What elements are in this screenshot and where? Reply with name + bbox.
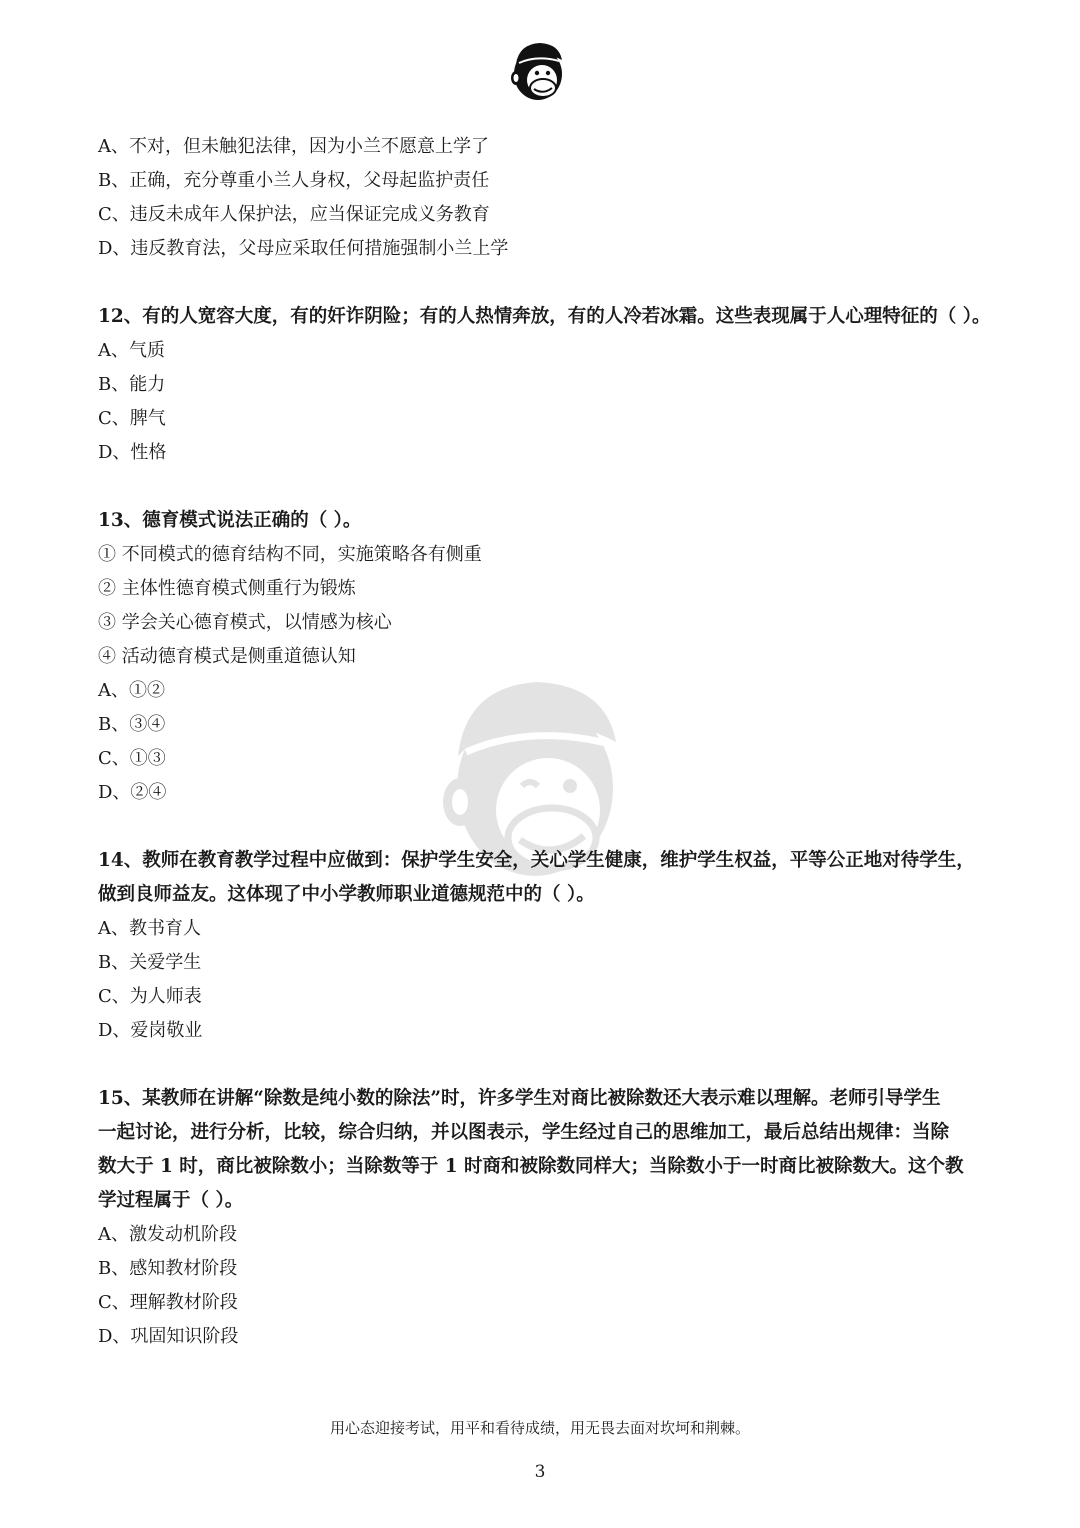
page-number: 3 [534, 1462, 546, 1482]
q15-option-c: C、理解教材阶段 [98, 1292, 238, 1313]
q15-stem-line-3: 数大于 1 时，商比被除数小；当除数等于 1 时商和被除数同样大；当除数小于一时商比被除数大。这个教 [98, 1156, 964, 1177]
q11-option-c: C、违反未成年人保护法，应当保证完成义务教育 [98, 204, 490, 225]
q14-option-c: C、为人师表 [98, 986, 202, 1007]
footer-motto: 用心态迎接考试，用平和看待成绩，用无畏去面对坎坷和荆棘。 [329, 1419, 750, 1437]
q12-option-c: C、脾气 [98, 408, 166, 429]
q15-stem-line-4: 学过程属于（ ）。 [98, 1190, 244, 1211]
q12-option-a: A、气质 [98, 340, 165, 361]
q15-option-b: B、感知教材阶段 [98, 1258, 238, 1279]
q13-stem: 13、德育模式说法正确的（ ）。 [98, 510, 362, 531]
q13-statement-2: ② 主体性德育模式侧重行为锻炼 [98, 578, 356, 599]
q13-option-d: D、②④ [98, 782, 167, 803]
q15-option-d: D、巩固知识阶段 [98, 1326, 239, 1347]
q13-statement-3: ③ 学会关心德育模式，以情感为核心 [98, 612, 392, 633]
q13-option-a: A、①② [98, 680, 165, 701]
q15-stem-line-1: 15、某教师在讲解“除数是纯小数的除法”时，许多学生对商比被除数还大表示难以理解。老师引导学生 [98, 1088, 941, 1109]
q13-option-c: C、①③ [98, 748, 166, 769]
q11-option-b: B、正确，充分尊重小兰人身权，父母起监护责任 [98, 170, 490, 191]
q13-statement-4: ④ 活动德育模式是侧重道德认知 [98, 646, 356, 667]
q11-option-d: D、违反教育法，父母应采取任何措施强制小兰上学 [98, 238, 509, 259]
q14-option-a: A、教书育人 [98, 918, 201, 939]
q12-option-d: D、性格 [98, 442, 167, 463]
q14-option-b: B、关爱学生 [98, 952, 202, 973]
q14-stem-line-1: 14、教师在教育教学过程中应做到：保护学生安全，关心学生健康，维护学生权益，平等公正地对待学生， [98, 850, 975, 871]
q13-statement-1: ① 不同模式的德育结构不同，实施策略各有侧重 [98, 544, 482, 565]
monkey-logo-icon [507, 38, 569, 104]
q12-stem: 12、有的人宽容大度，有的奸诈阴险；有的人热情奔放，有的人冷若冰霜。这些表现属于人心理特征的（ ）。 [98, 306, 991, 327]
q12-option-b: B、能力 [98, 374, 166, 395]
q14-option-d: D、爱岗敬业 [98, 1020, 203, 1041]
q14-stem-line-2: 做到良师益友。这体现了中小学教师职业道德规范中的（ ）。 [98, 884, 595, 905]
q13-option-b: B、③④ [98, 714, 166, 735]
q15-stem-line-2: 一起讨论，进行分析，比较，综合归纳，并以图表示，学生经过自己的思维加工，最后总结出规律：当除 [98, 1122, 950, 1143]
q15-option-a: A、激发动机阶段 [98, 1224, 237, 1245]
q11-option-a: A、不对，但未触犯法律，因为小兰不愿意上学了 [98, 136, 489, 157]
